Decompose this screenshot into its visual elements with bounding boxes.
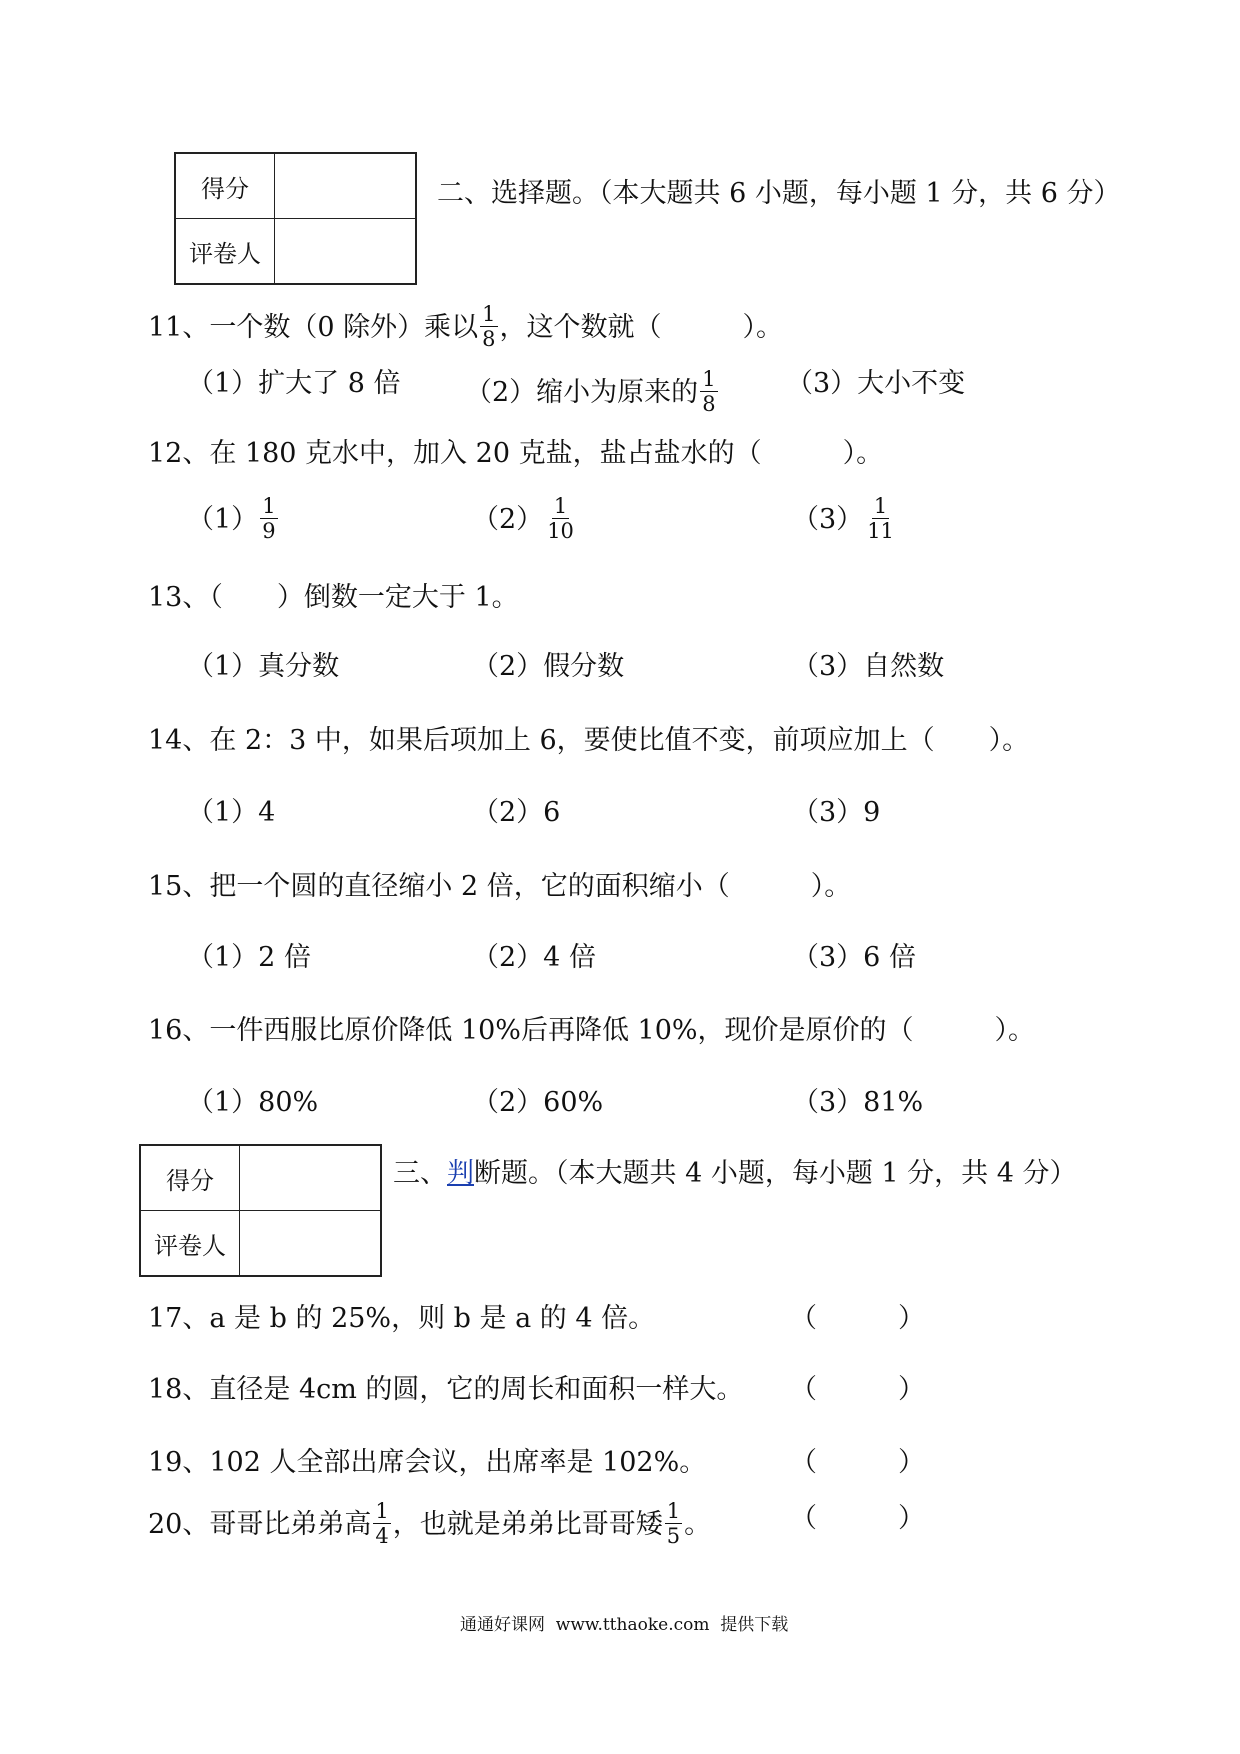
q12-opt3-num: 1 bbox=[873, 494, 888, 518]
q12-option-2 bbox=[472, 494, 578, 544]
q16-option-3: （3）81% bbox=[792, 1087, 924, 1118]
question-20 bbox=[148, 1499, 712, 1549]
q15-option-3: （3）6 倍 bbox=[792, 942, 916, 973]
q13-option-1: （1）真分数 bbox=[187, 651, 340, 682]
footer-credit: 通通好课网 www.tthaoke.com 提供下载 bbox=[460, 1615, 789, 1635]
q20-suffix: 。 bbox=[684, 1509, 712, 1541]
q12-option-1 bbox=[187, 494, 280, 544]
q14-option-2: （2）6 bbox=[472, 797, 561, 828]
score-field[interactable] bbox=[275, 153, 417, 219]
section3-rest: 断题。（本大题共 4 小题，每小题 1 分，共 4 分） bbox=[474, 1158, 1077, 1189]
q11-option-1: （1）扩大了 8 倍 bbox=[187, 368, 401, 399]
q16-option-1: （1）80% bbox=[187, 1087, 319, 1118]
q13-option-2: （2）假分数 bbox=[472, 651, 625, 682]
q20-fraction-1 bbox=[373, 1500, 390, 1547]
q12-opt3-label: （3） bbox=[792, 504, 864, 536]
q18-answer-paren[interactable]: （ ） bbox=[790, 1374, 925, 1405]
q20-frac1-den: 4 bbox=[375, 1524, 389, 1549]
q12-opt1-den: 9 bbox=[262, 519, 276, 544]
q12-opt2-fraction bbox=[545, 495, 576, 542]
grader-field[interactable] bbox=[240, 1211, 382, 1277]
q12-opt3-fraction bbox=[865, 495, 896, 542]
q11-option-2 bbox=[465, 367, 720, 417]
q14-option-3: （3）9 bbox=[792, 797, 881, 828]
q11-fraction bbox=[480, 303, 497, 350]
q20-frac1-num: 1 bbox=[375, 1499, 389, 1523]
q11-opt2-fraction bbox=[700, 368, 717, 415]
section2-title: 二、选择题。（本大题共 6 小题，每小题 1 分，共 6 分） bbox=[437, 178, 1121, 209]
q20-frac2-num: 1 bbox=[666, 1499, 681, 1523]
q20-prefix: 20、哥哥比弟弟高 bbox=[148, 1509, 372, 1541]
q12-opt3-den: 11 bbox=[867, 519, 894, 544]
q14-option-1: （1）4 bbox=[187, 797, 276, 828]
q12-opt2-den: 10 bbox=[547, 519, 574, 544]
question-15: 15、把一个圆的直径缩小 2 倍，它的面积缩小（ ）。 bbox=[148, 871, 852, 902]
question-17: 17、a 是 b 的 25%，则 b 是 a 的 4 倍。 bbox=[148, 1303, 656, 1334]
q12-option-3 bbox=[792, 494, 898, 544]
q12-opt1-fraction bbox=[260, 495, 277, 542]
q17-answer-paren[interactable]: （ ） bbox=[790, 1303, 925, 1334]
section3-title bbox=[393, 1160, 1077, 1187]
grader-field[interactable] bbox=[275, 219, 417, 285]
q15-option-2: （2）4 倍 bbox=[472, 942, 596, 973]
q12-opt2-num: 1 bbox=[553, 494, 568, 518]
q11-opt2-text: （2）缩小为原来的 bbox=[465, 377, 699, 409]
q12-opt2-label: （2） bbox=[472, 504, 544, 536]
q12-opt1-num: 1 bbox=[262, 494, 276, 518]
q11-suffix: ，这个数就（ ）。 bbox=[499, 312, 783, 344]
q11-prefix: 11、一个数（0 除外）乘以 bbox=[148, 312, 479, 344]
q11-frac-den: 8 bbox=[482, 327, 496, 352]
question-16: 16、一件西服比原价降低 10%后再降低 10%，现价是原价的（ ）。 bbox=[148, 1015, 1036, 1046]
question-11 bbox=[148, 302, 783, 352]
question-13: 13、（ ）倒数一定大于 1。 bbox=[148, 582, 519, 613]
score-label: 得分 bbox=[175, 153, 275, 219]
q11-opt2-num: 1 bbox=[702, 367, 716, 391]
q13-option-3: （3）自然数 bbox=[792, 651, 945, 682]
q20-frac2-den: 5 bbox=[666, 1524, 681, 1549]
q15-option-1: （1）2 倍 bbox=[187, 942, 311, 973]
question-14: 14、在 2：3 中，如果后项加上 6，要使比值不变，前项应加上（ ）。 bbox=[148, 725, 1030, 756]
score-field[interactable] bbox=[240, 1145, 382, 1211]
question-18: 18、直径是 4cm 的圆，它的周长和面积一样大。 bbox=[148, 1374, 744, 1405]
q11-opt2-den: 8 bbox=[702, 392, 716, 417]
q20-fraction-2 bbox=[665, 1500, 682, 1547]
section3-link[interactable]: 判 bbox=[447, 1158, 474, 1189]
q20-answer-paren[interactable]: （ ） bbox=[790, 1503, 925, 1534]
q12-opt1-label: （1） bbox=[187, 504, 259, 536]
section3-prefix: 三、 bbox=[393, 1158, 447, 1189]
score-label: 得分 bbox=[140, 1145, 240, 1211]
question-12: 12、在 180 克水中，加入 20 克盐，盐占盐水的（ ）。 bbox=[148, 438, 884, 469]
q11-option-3: （3）大小不变 bbox=[786, 368, 966, 399]
q11-frac-num: 1 bbox=[482, 302, 496, 326]
q19-answer-paren[interactable]: （ ） bbox=[790, 1447, 925, 1478]
score-box-section2 bbox=[174, 152, 417, 285]
q20-middle: ，也就是弟弟比哥哥矮 bbox=[392, 1509, 663, 1541]
score-box-section3 bbox=[139, 1144, 382, 1277]
grader-label: 评卷人 bbox=[140, 1211, 240, 1277]
q16-option-2: （2）60% bbox=[472, 1087, 604, 1118]
question-19: 19、102 人全部出席会议，出席率是 102%。 bbox=[148, 1447, 707, 1478]
grader-label: 评卷人 bbox=[175, 219, 275, 285]
